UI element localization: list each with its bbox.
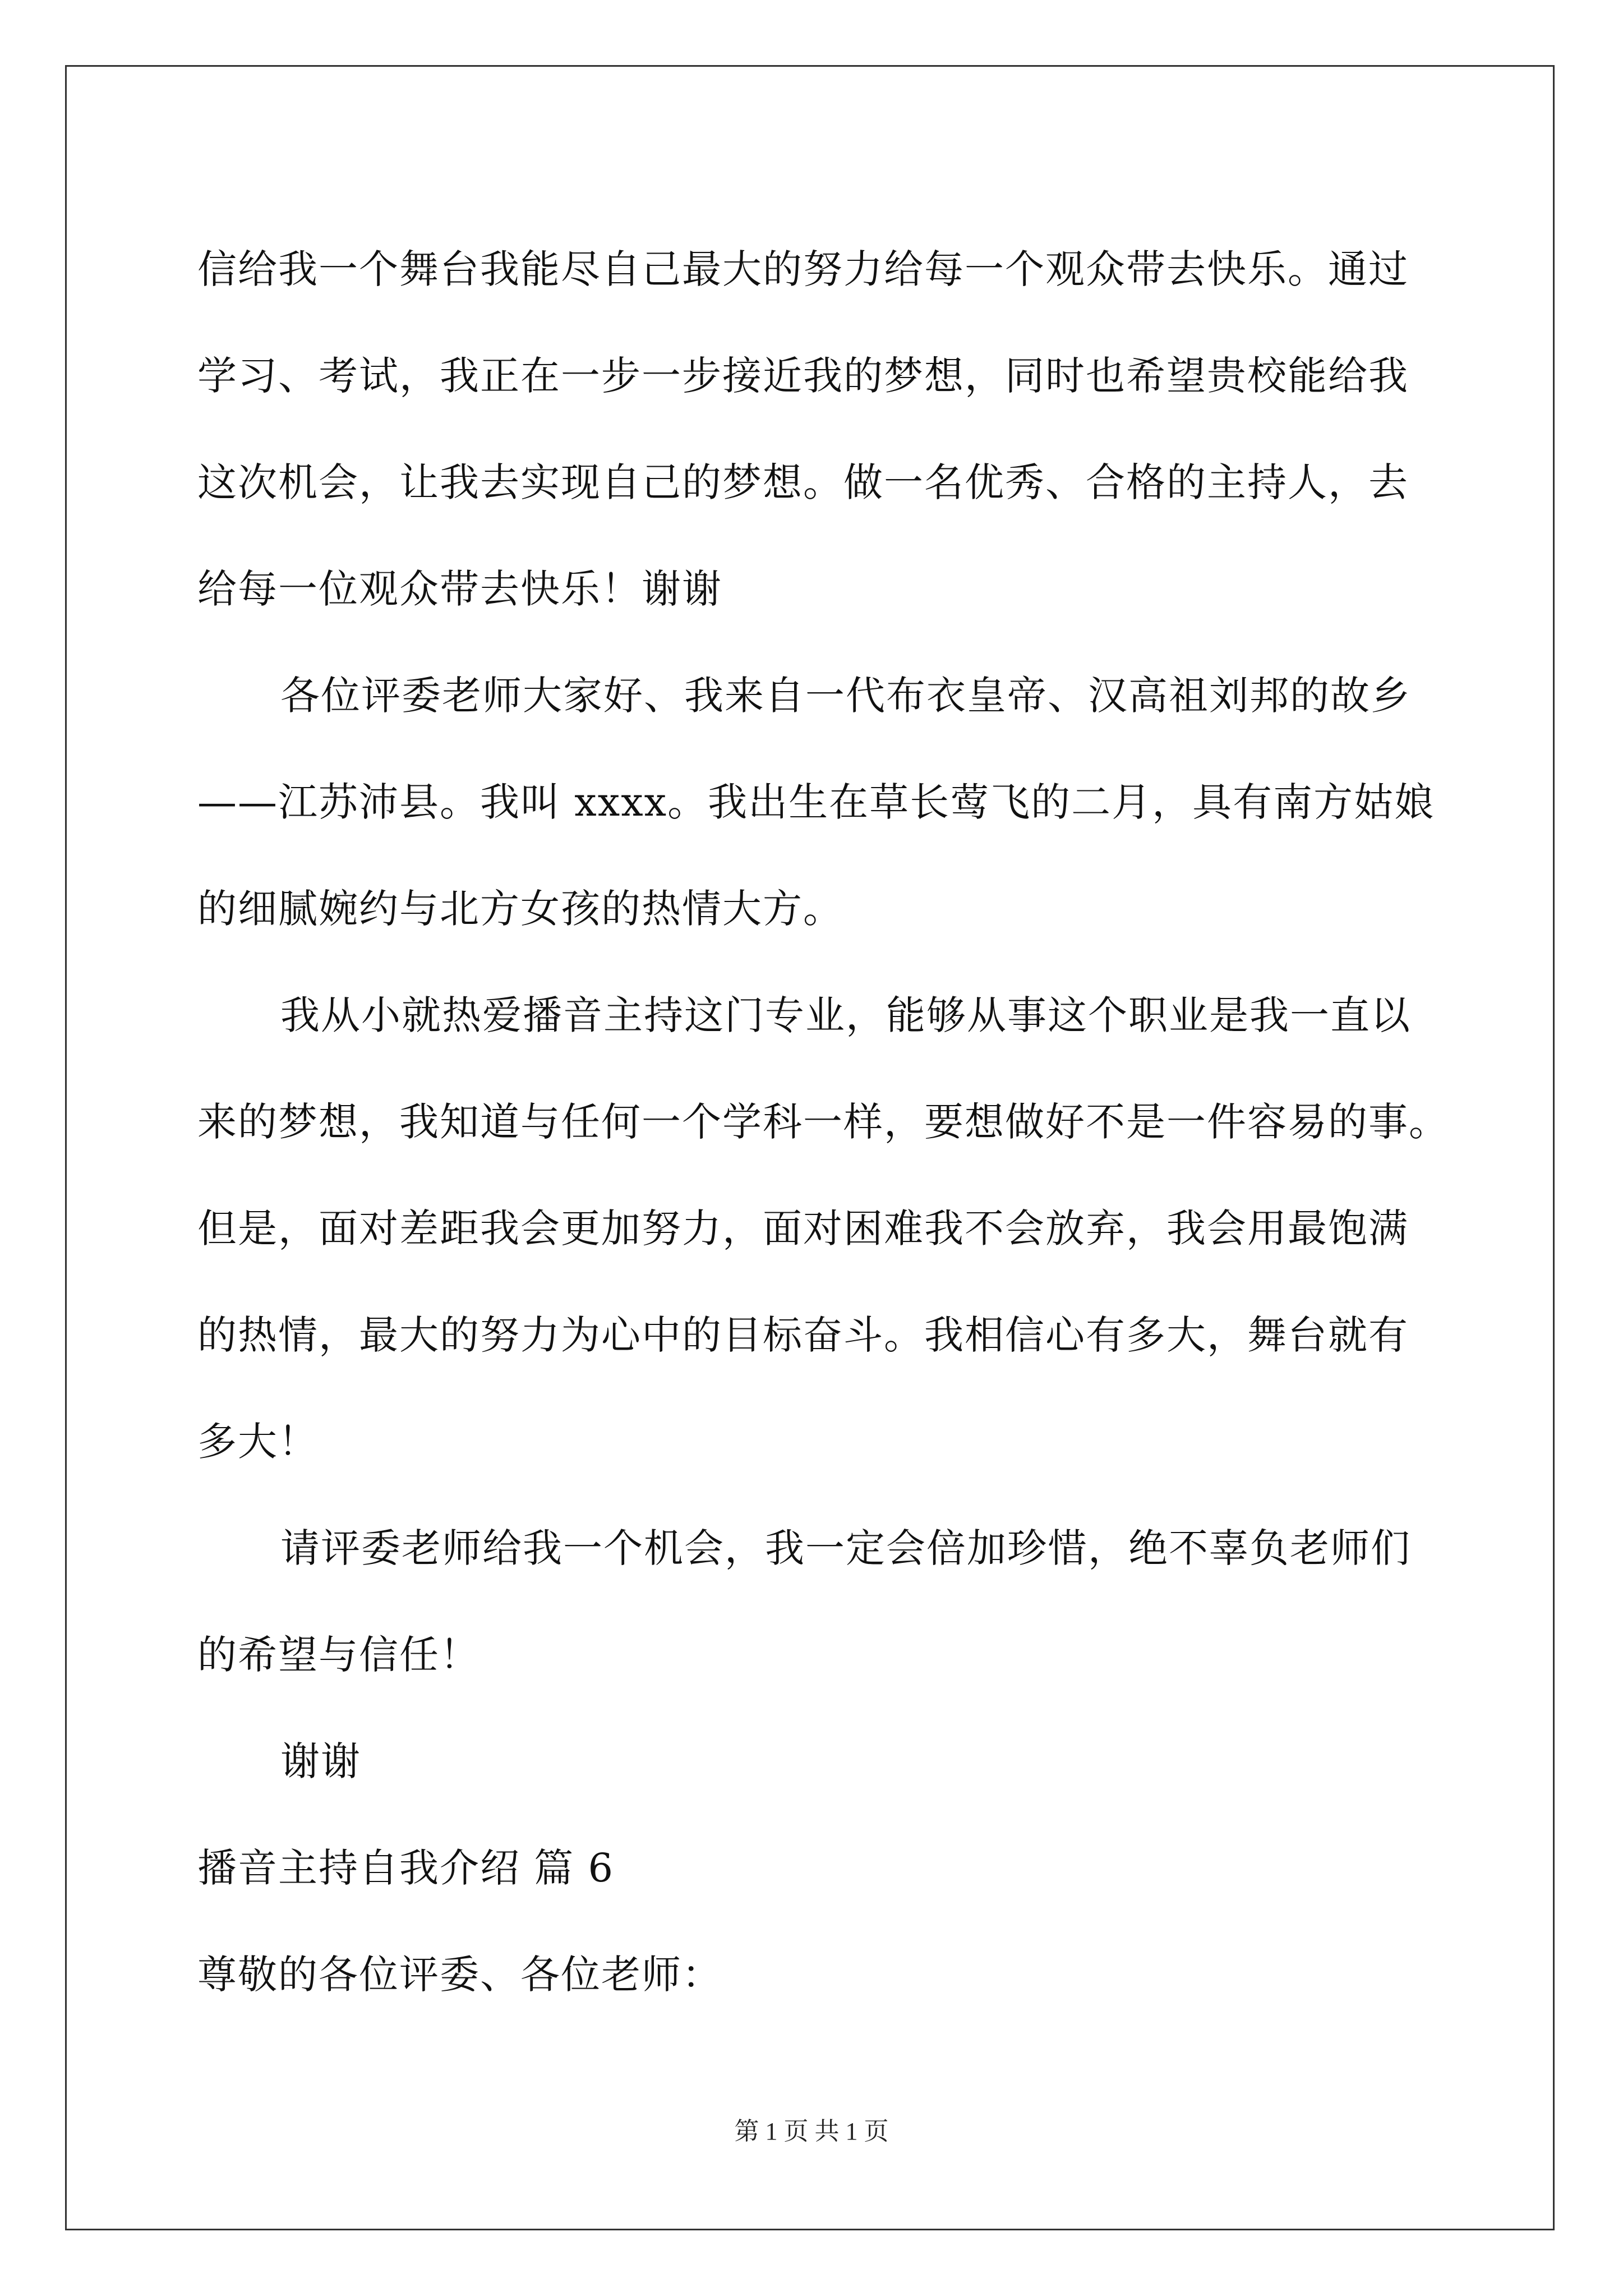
salutation: 尊敬的各位评委、各位老师： — [197, 1952, 722, 1998]
page-footer: 第 1 页 共 1 页 — [734, 2118, 889, 2145]
text-line: 多大！ — [197, 1419, 319, 1465]
text-line: 学习、考试，我正在一步一步接近我的梦想，同时也希望贵校能给我 — [197, 353, 1409, 399]
text-line: 的热情，最大的努力为心中的目标奋斗。我相信心有多大，舞台就有 — [197, 1312, 1409, 1358]
text-line: ——江苏沛县。我叫 xxxx。我出生在草长莺飞的二月，具有南方姑娘 — [197, 779, 1435, 825]
text-line: 给每一位观众带去快乐！谢谢 — [197, 566, 722, 612]
section-heading: 播音主持自我介绍 篇 6 — [197, 1845, 615, 1891]
text-line: 这次机会，让我去实现自己的梦想。做一名优秀、合格的主持人，去 — [197, 459, 1409, 505]
paragraph-first-line: 我从小就热爱播音主持这门专业，能够从事这个职业是我一直以 — [280, 992, 1411, 1038]
paragraph-first-line: 各位评委老师大家好、我来自一代布衣皇帝、汉高祖刘邦的故乡 — [280, 673, 1411, 719]
paragraph-first-line: 请评委老师给我一个机会，我一定会倍加珍惜，绝不辜负老师们 — [280, 1525, 1411, 1571]
text-line: 信给我一个舞台我能尽自己最大的努力给每一个观众带去快乐。通过 — [197, 246, 1409, 292]
text-line: 但是，面对差距我会更加努力，面对困难我不会放弃，我会用最饱满 — [197, 1205, 1409, 1251]
text-line: 的细腻婉约与北方女孩的热情大方。 — [197, 886, 843, 932]
text-line: 来的梦想，我知道与任何一个学科一样，要想做好不是一件容易的事。 — [197, 1099, 1449, 1145]
closing-thanks: 谢谢 — [280, 1738, 361, 1784]
document-body — [197, 216, 1470, 2028]
text-line: 的希望与信任！ — [197, 1632, 480, 1678]
